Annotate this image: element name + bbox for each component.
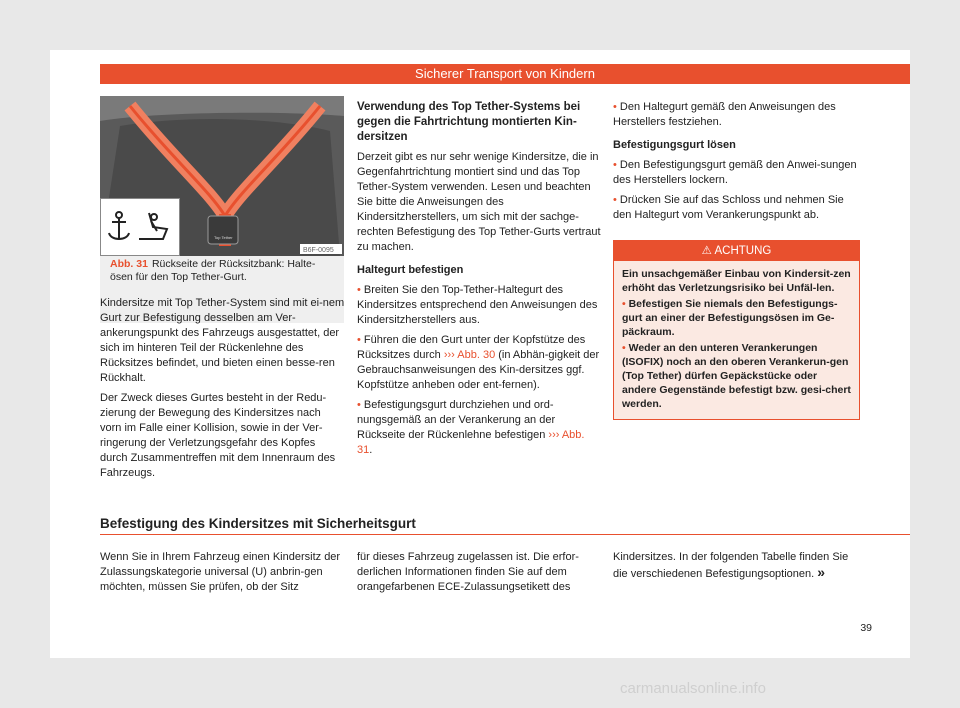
anchor-icon-box	[100, 198, 180, 256]
child-seat-icon	[139, 213, 167, 239]
bullet-item: • Befestigungsgurt durchziehen und ord-nungsgemäß an der Verankerung an der Rückseite der Rückenlehne befestigen ››› Abb. 31.	[357, 399, 585, 456]
paragraph: Wenn Sie in Ihrem Fahrzeug einen Kindersitz der Zulassungskategorie universal (U) anbrin-gen möchten, müssen Sie prüfen, ob der Sitz	[100, 551, 341, 593]
figure-reference-link[interactable]: ››› Abb. 30	[443, 349, 496, 361]
subheading: Befestigungsgurt lösen	[613, 139, 736, 151]
bullet-item: • Den Befestigungsgurt gemäß den Anwei-sungen des Herstellers lockern.	[613, 159, 857, 186]
column-2	[357, 100, 602, 463]
warning-text: Ein unsachgemäßer Einbau von Kindersit-zen erhöht das Verletzungsrisiko bei Unfäl-len.	[622, 268, 851, 294]
section-title: Befestigung des Kindersitzes mit Sicherheitsgurt	[100, 516, 910, 535]
figure-photo	[100, 96, 344, 256]
bullet-item: • Führen die den Gurt unter der Kopfstütze des Rücksitzes durch ››› Abb. 30 (in Abhän-gigkeit der Gebrauchsanweisungen des Kin-dersitzes ggf. Kopfstütze anheben oder ent-fernen).	[357, 334, 600, 391]
footer-watermark: carmanualsonline.info	[620, 680, 766, 697]
top-tether-label: Top Tether	[214, 235, 233, 240]
figure-reference-link[interactable]: ››› Abb. 31	[357, 429, 585, 456]
section-heading: Verwendung des Top Tether-Systems bei gegen die Fahrtrichtung montierten Kin-dersitzen	[357, 101, 581, 143]
bullet-icon: •	[613, 194, 620, 206]
anchor-icon	[109, 212, 129, 239]
figure-label: Abb. 31	[110, 258, 148, 270]
page-number: 39	[860, 622, 872, 634]
bullet-item: • Den Haltegurt gemäß den Anweisungen des Herstellers festziehen.	[613, 101, 836, 128]
subheading: Haltegurt befestigen	[357, 264, 464, 276]
column-1	[100, 296, 345, 486]
warning-header: ⚠ ACHTUNG	[614, 241, 859, 261]
paragraph: Der Zweck dieses Gurtes besteht in der Redu-zierung der Bewegung des Kindersitzes nach vorn im Falle einer Kollision, sowie in der Ver-ringerung der Verletzungsgefahr des Kopfes durch Zusammentreffen mit dem Innenraum des Fahrzeugs.	[100, 392, 336, 479]
warning-body	[614, 261, 859, 419]
section-column-2	[357, 550, 602, 600]
figure-caption	[110, 258, 336, 284]
page-header: Sicherer Transport von Kindern	[100, 64, 910, 84]
bullet-icon: •	[622, 298, 629, 310]
bullet-item: • Breiten Sie den Top-Tether-Haltegurt des Kindersitzes entsprechend den Anweisungen des Kindersitzherstellers aus.	[357, 284, 598, 326]
bullet-icon: •	[613, 101, 620, 113]
bullet-icon: •	[357, 399, 364, 411]
paragraph: Kindersitze mit Top Tether-System sind mit ei-nem Gurt zur Befestigung desselben am Ver-ankerungspunkt des Fahrzeugs ausgestattet, der sich im hinteren Teil der Rückenlehne des Rücksitzes befindet, und bieten einen besse-ren Rückhalt.	[100, 297, 345, 384]
figure-caption-text: Rückseite der Rücksitzbank: Halte-ösen für den Top Tether-Gurt.	[110, 258, 316, 283]
warning-box	[613, 240, 860, 420]
bullet-icon: •	[622, 342, 629, 354]
bullet-icon: •	[357, 334, 364, 346]
paragraph: Derzeit gibt es nur sehr wenige Kindersitze, die in Gegenfahrtrichtung montiert sind und das Top Tether-System verwenden. Lesen und beachten Sie bitte die Anweisungen des Kindersitzherstellers, um sich mit der sachge-rechten Befestigung des Top Tether-Gurts vertraut zu machen.	[357, 151, 601, 253]
figure-code: B6F-0095	[303, 247, 334, 254]
warning-bullet: • Weder an den unteren Verankerungen (ISOFIX) noch an den oberen Verankerun-gen (Top Tether) dürfen Gepäckstücke oder andere Gegenstände befestigt bzw. gesi-chert werden.	[622, 342, 851, 410]
continue-arrow-icon: »	[817, 564, 826, 580]
paragraph: für dieses Fahrzeug zugelassen ist. Die erfor-derlichen Informationen finden Sie auf dem orangefarbenen ECE-Zulassungsetikett des	[357, 551, 579, 593]
figure-31	[100, 96, 344, 323]
warning-triangle-icon: ⚠	[701, 245, 715, 257]
manual-page	[50, 50, 910, 658]
section-column-1	[100, 550, 345, 600]
paragraph: Kindersitzes. In der folgenden Tabelle finden Sie die verschiedenen Befestigungsoptionen. »	[613, 551, 849, 580]
bullet-icon: •	[357, 284, 364, 296]
bullet-item: • Drücken Sie auf das Schloss und nehmen Sie den Haltegurt vom Verankerungspunkt ab.	[613, 194, 844, 221]
bullet-icon: •	[613, 159, 620, 171]
column-3	[613, 100, 861, 228]
warning-bullet: • Befestigen Sie niemals den Befestigungs-gurt an einer der Befestigungsösen im Ge-päckraum.	[622, 298, 838, 338]
section-column-3	[613, 550, 863, 587]
